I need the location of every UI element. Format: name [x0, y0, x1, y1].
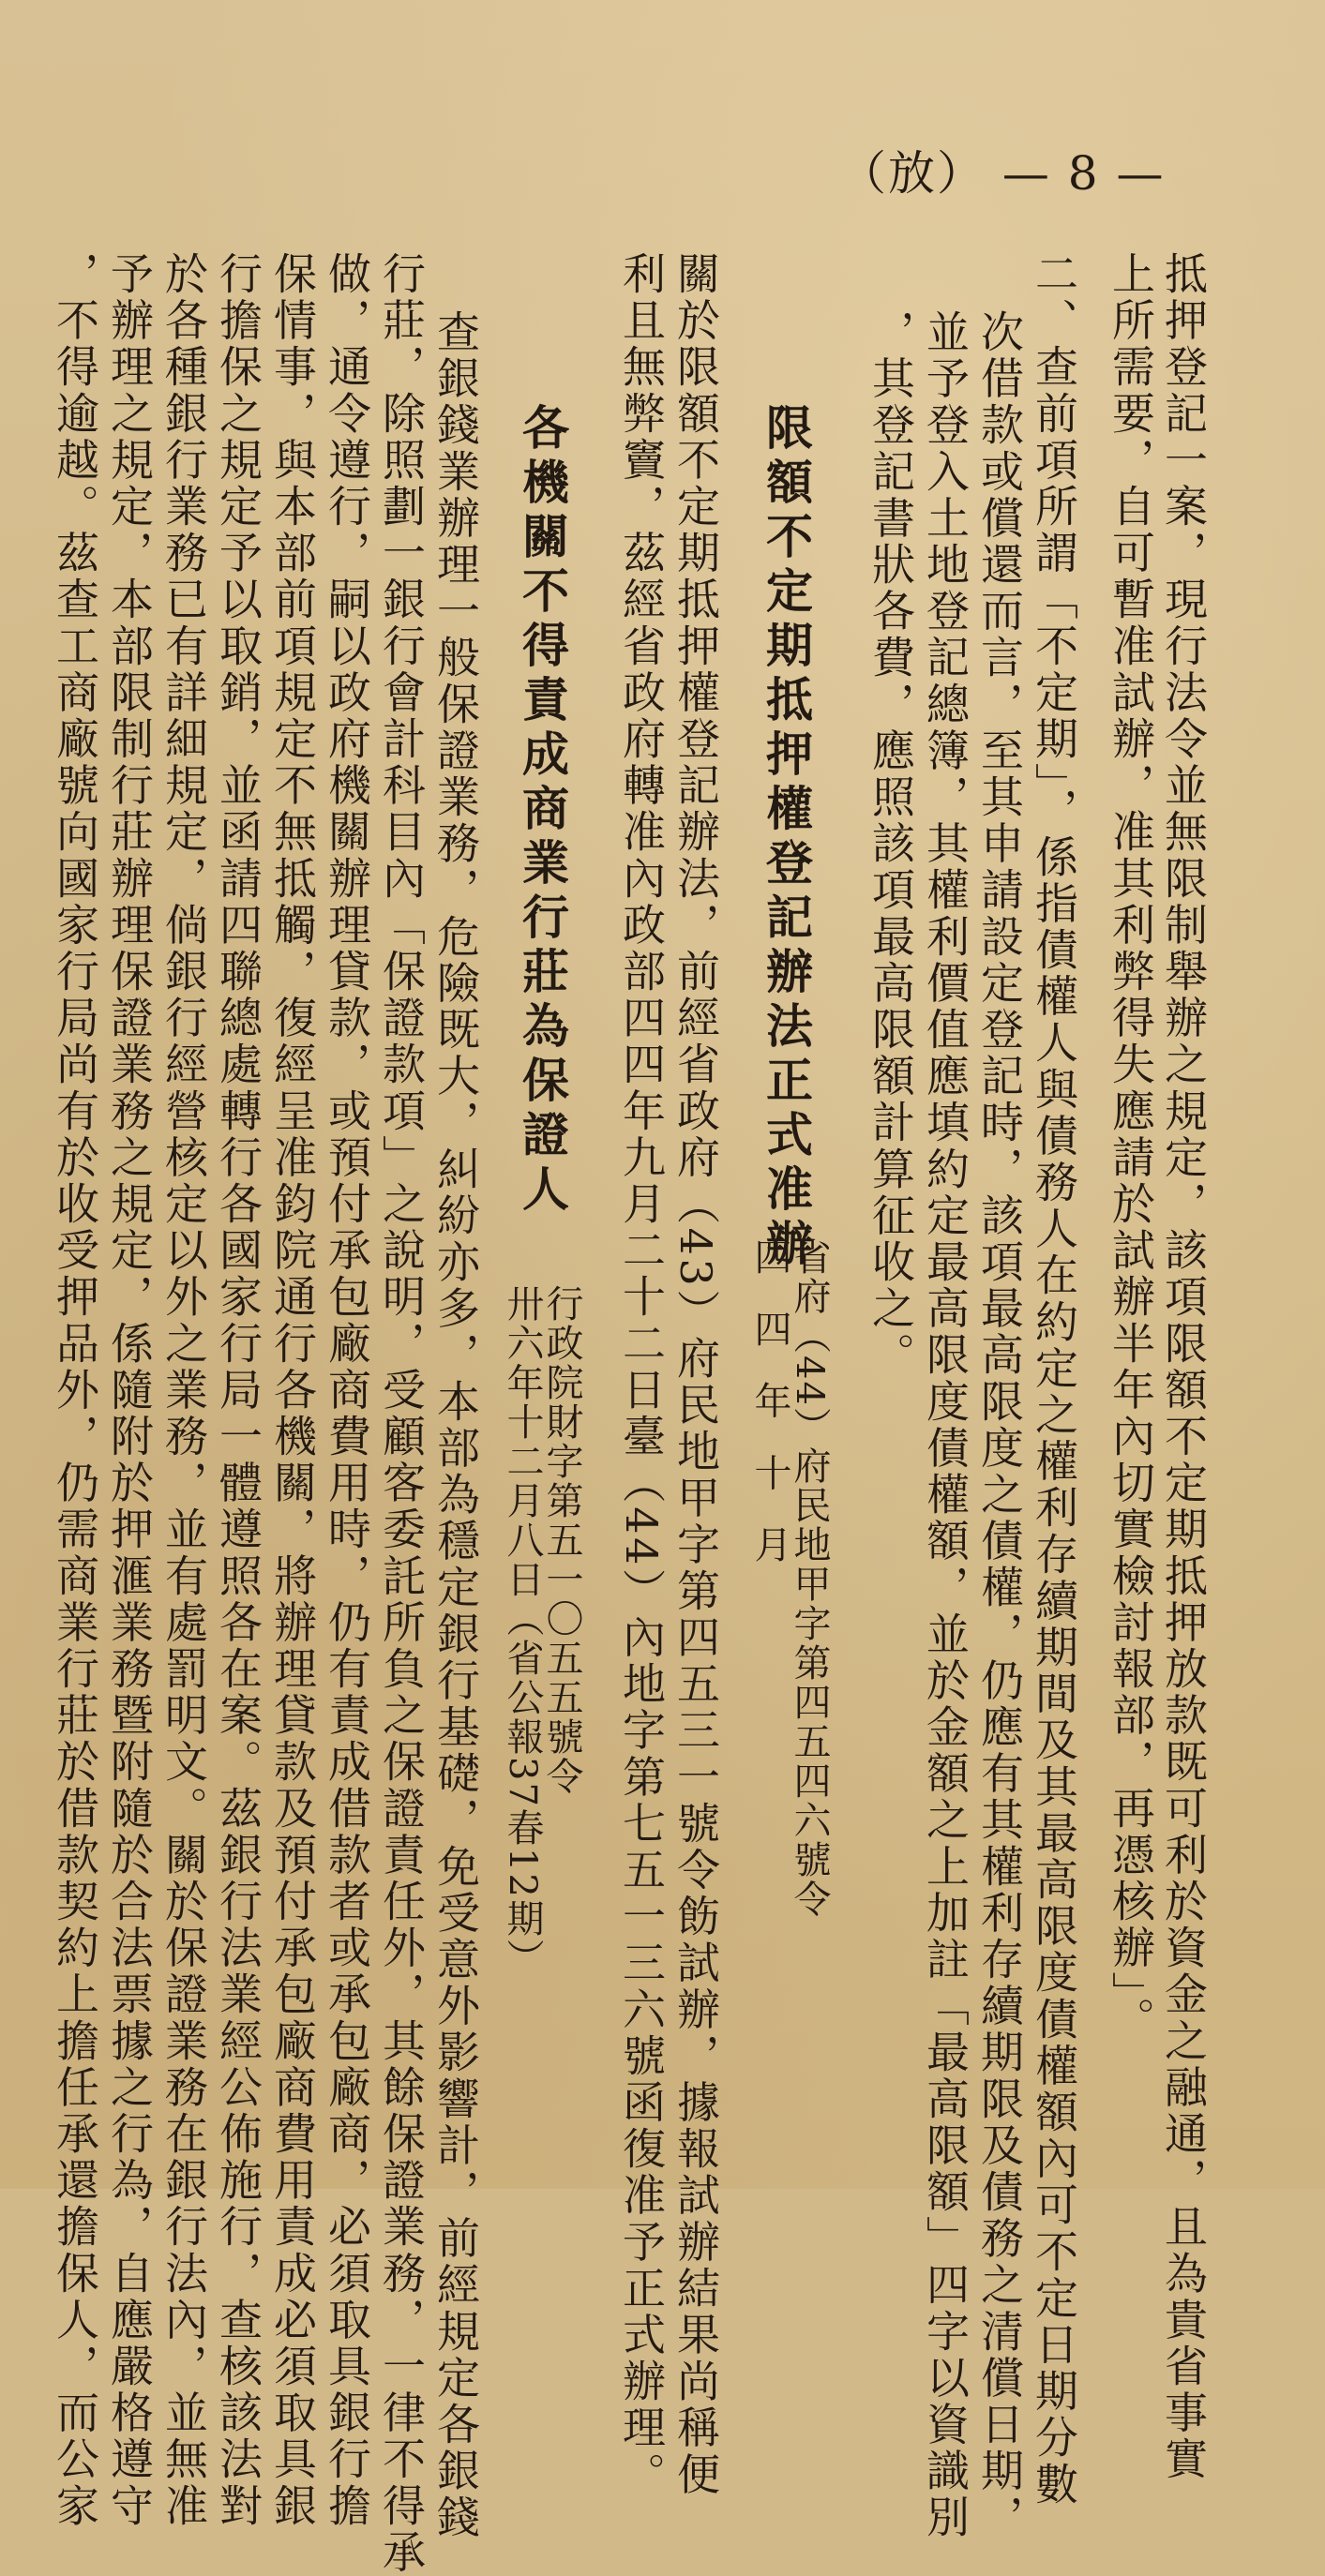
text-column: 於各種銀行業務已有詳細規定，倘銀行經營核定以外之業務，並有處罰明文。關於保證業務在銀行法內，並無准: [158, 251, 209, 2530]
text-column: 予辦理之規定，本部限制行莊辦理保證業務之規定，係隨附於押滙業務暨附隨於合法票據之行為，自應嚴格遵守: [104, 251, 155, 2530]
date-note: 四 四 年 十 月: [748, 1237, 791, 1574]
text-column: 行擔保之規定予以取銷，並函請四聯總處轉行各國家行局一體遵照各在案。茲銀行法業經公佈施行，查核該法對: [213, 251, 263, 2530]
date-note: 卅六年十二月八日（省公報37春12期）: [501, 1284, 544, 1978]
section-title: 各機關不得責成商業行莊為保證人: [515, 403, 569, 1219]
source-note: 省府（44）府民地甲字第四五四六號令: [788, 1237, 831, 1919]
text-column: 行莊，除照劃一銀行會計科目內「保證款項」之說明，受顧客委託所負之保證責任外，其餘保證業務，一律不得承: [376, 251, 427, 2576]
text-column: 二、查前項所謂「不定期」，係指債權人與債務人在約定之權利存續期間及其最高限度債權額內可不定日期分數: [1029, 251, 1079, 2509]
text-column: 並予登入土地登記總簿，其權利價值應填約定最高限度債權額，並於金額之上加註「最高限額」四字以資識別: [920, 309, 971, 2541]
text-column: 保情事，與本部前項規定不無抵觸，復經呈准鈞院通行各機關，將辦理貸款及預付承包廠商費用責成必須取具銀: [267, 251, 318, 2530]
page-header: （放） — 8 —: [839, 146, 1166, 201]
section-title: 限額不定期抵押權登記辦法正式准辦: [759, 403, 813, 1273]
text-column: ，其登記書狀各費，應照該項最高限額計算征收之。: [866, 309, 916, 1379]
text-column: ，不得逾越。茲查工商廠號向國家行局尚有於收受押品外，仍需商業行莊於借款契約上擔任承還擔保人，而公家: [50, 251, 100, 2530]
text-column: 利且無弊竇，茲經省政府轉准內政部四四年九月二十二日臺（44）內地字第七五一三六號函復准予正式辦理。: [616, 251, 667, 2498]
text-column: 做，通令遵行，嗣以政府機關辦理貸款，或預付承包廠商費用時，仍有責成借款者或承包廠商，必須取具銀行擔: [322, 251, 372, 2530]
text-column: 查銀錢業辦理一般保證業務，危險既大，糾紛亦多，本部為穩定銀行基礎，免受意外影響計，前經規定各銀錢: [430, 309, 481, 2541]
text-column: 上所需要，自可暫准試辦，准其利弊得失應請於試辦半年內切實檢討報部，再憑核辦」。: [1106, 251, 1156, 2044]
source-note: 行政院財字第五一〇五五號令: [540, 1284, 583, 1796]
text-column: 抵押登記一案，現行法令並無限制舉辦之規定，該項限額不定期抵押放款既可利於資金之融通，且為貴省事實: [1158, 251, 1209, 2483]
text-column: 次借款或償還而言，至其申請設定登記時，該項最高限度之債權，仍應有其權利存續期限及債務之清償日期，: [974, 309, 1025, 2541]
text-column: 關於限額不定期抵押權登記辦法，前經省政府（43）府民地甲字第四五三一號令飭試辦，據報試辦結果尚稱便: [670, 251, 721, 2498]
